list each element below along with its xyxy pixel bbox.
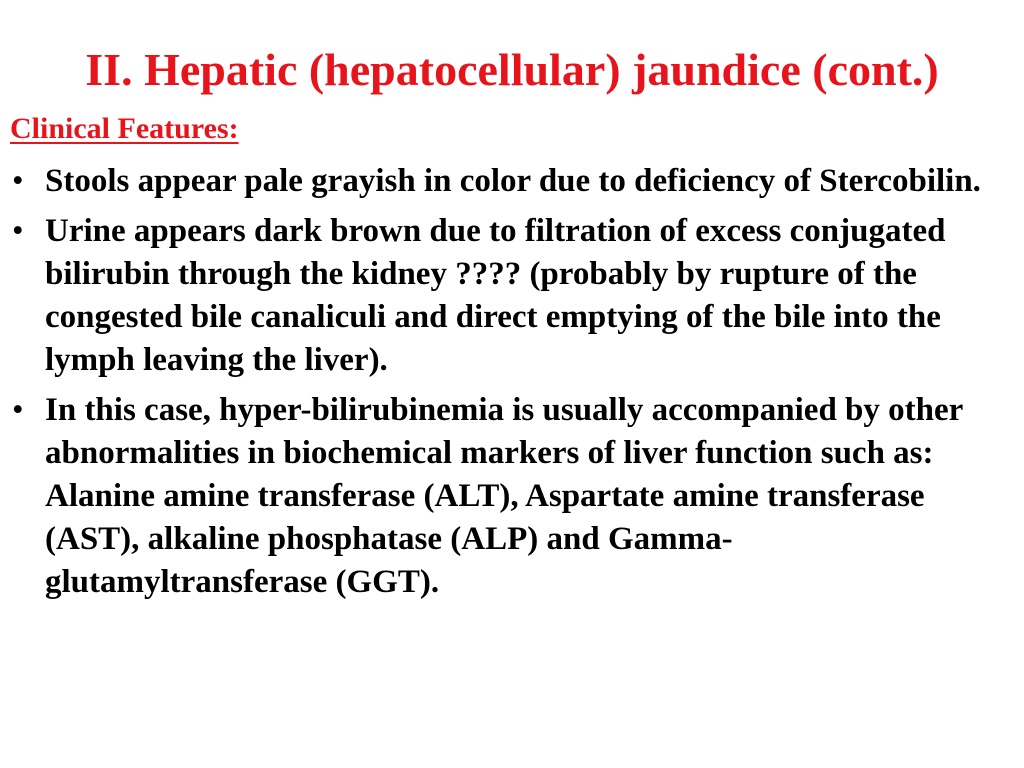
section-heading: Clinical Features: <box>10 112 239 145</box>
slide-title: II. Hepatic (hepatocellular) jaundice (cont.) <box>85 44 939 95</box>
bullet-icon: • <box>12 163 24 199</box>
bullet-item-stools <box>12 160 1012 203</box>
bullet-item-urine <box>12 210 1012 382</box>
bullet-text: Stools appear pale grayish in color due to deficiency of Stercobilin. <box>45 163 981 199</box>
bullet-icon: • <box>12 213 24 249</box>
bullet-icon: • <box>12 392 24 428</box>
bullet-list <box>12 160 1012 611</box>
bullet-text: In this case, hyper-bilirubinemia is usually accompanied by other abnormalities in biochemical markers of liver function such as: Alanine amine transferase (ALT), Aspartate amine transferase (AST), alkaline phosphatase (ALP) and Gamma-glutamyltransferase (GGT). <box>45 392 963 600</box>
bullet-item-biochemical-markers <box>12 389 1012 604</box>
bullet-text: Urine appears dark brown due to filtration of excess conjugated bilirubin through the kidney ???? (probably by rupture of the congested bile canaliculi and direct emptying of the bile into the lymph leaving the liver). <box>45 213 946 378</box>
